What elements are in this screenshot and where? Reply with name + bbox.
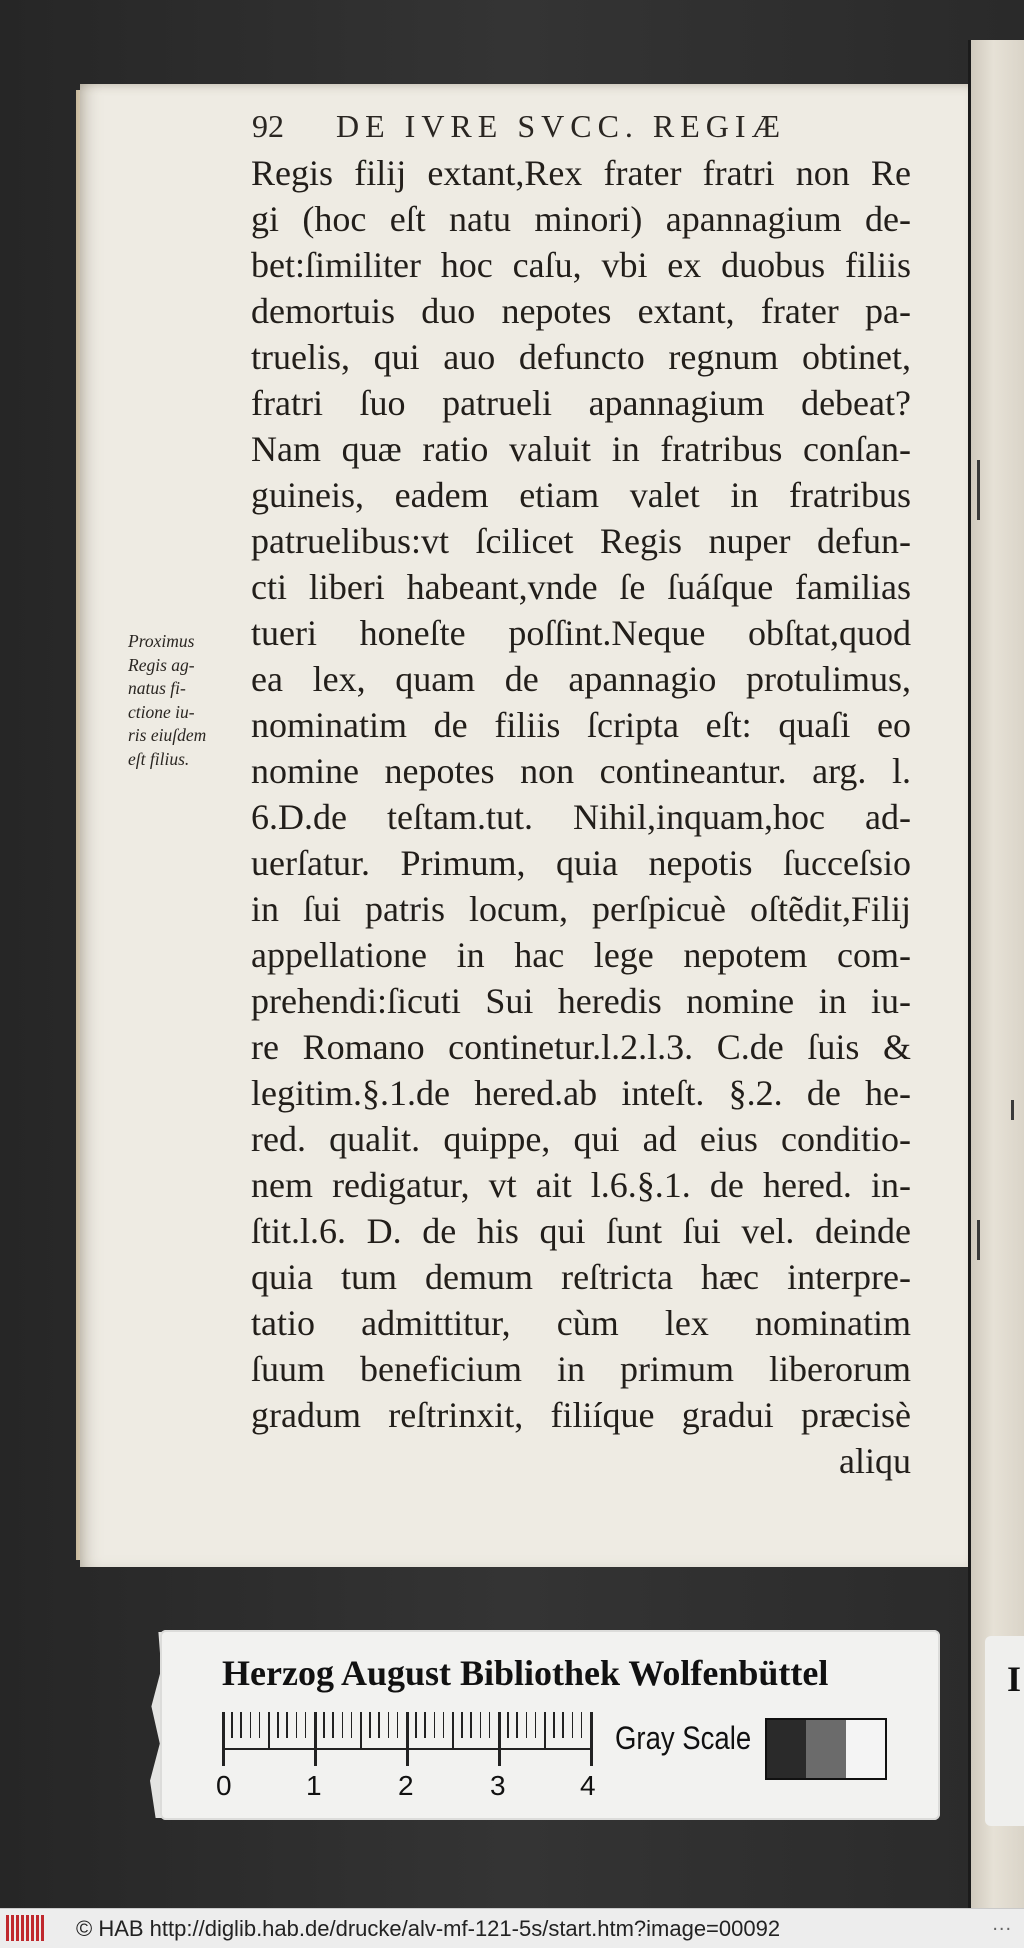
ruler-tick xyxy=(443,1712,445,1738)
body-text xyxy=(251,150,911,1484)
gray-scale-swatches xyxy=(765,1718,887,1780)
ruler-tick xyxy=(305,1712,307,1738)
text-line: uerſatur. Primum, quia nepotis ſucceſsio xyxy=(251,843,911,883)
text-line: ſuum beneficium in primum liberorum xyxy=(251,1349,911,1389)
text-line: gi (hoc eſt natu minori) apannagium de- xyxy=(251,199,911,239)
ruler-number: 2 xyxy=(398,1770,414,1801)
ruler-tick xyxy=(480,1712,482,1738)
adjacent-scale-card xyxy=(985,1636,1024,1826)
text-line: fratri ſuo patrueli apannagium debeat? xyxy=(251,383,911,423)
ruler-tick xyxy=(590,1712,593,1766)
ruler-number: 0 xyxy=(216,1770,232,1801)
ruler-tick xyxy=(397,1712,399,1738)
text-line: patruelibus:vt ſcilicet Regis nuper defun- xyxy=(251,521,911,561)
ruler-tick xyxy=(562,1712,564,1738)
ruler-tick xyxy=(231,1712,233,1738)
ruler-tick xyxy=(222,1712,225,1766)
text-line: guineis, eadem etiam valet in fratribus xyxy=(251,475,911,515)
ruler-number: 3 xyxy=(490,1770,506,1801)
ruler-tick xyxy=(406,1712,409,1766)
gray-swatch xyxy=(767,1720,806,1778)
text-line: nominatim de filiis ſcripta eſt: quaſi eo xyxy=(251,705,911,745)
text-line: gradum reſtrinxit, filiíque gradui præcisè xyxy=(251,1395,911,1435)
ruler-tick xyxy=(452,1712,454,1750)
ruler-tick xyxy=(434,1712,436,1738)
gray-swatch xyxy=(806,1720,845,1778)
ruler-tick xyxy=(498,1712,501,1766)
ruler-tick xyxy=(342,1712,344,1738)
marginal-note-line: ris eiuſdem xyxy=(128,725,207,745)
ruler-tick xyxy=(240,1712,242,1738)
ruler-tick xyxy=(369,1712,371,1738)
ruler-tick xyxy=(544,1712,546,1750)
ruler-tick xyxy=(388,1712,390,1738)
text-line: re Romano continetur.l.2.l.3. C.de ſuis & xyxy=(251,1027,911,1067)
text-line: tatio admittitur, cùm lex nominatim xyxy=(251,1303,911,1343)
ruler-tick xyxy=(286,1712,288,1738)
ruler-number: 1 xyxy=(306,1770,322,1801)
text-line: Regis filij extant,Rex frater fratri non Re xyxy=(251,153,911,193)
marginal-note-line: Regis ag- xyxy=(128,654,195,675)
ruler-tick xyxy=(250,1712,252,1738)
text-line: truelis, qui auo defuncto regnum obtinet, xyxy=(251,337,911,377)
gray-scale-label: Gray Scale xyxy=(615,1720,752,1756)
ruler-tick xyxy=(572,1712,574,1738)
ruler-tick xyxy=(332,1712,334,1738)
text-line: ſtit.l.6. D. de his qui ſunt ſui vel. deinde xyxy=(251,1211,911,1251)
ruler-tick xyxy=(470,1712,472,1738)
marginal-note xyxy=(128,630,246,771)
viewer-footer xyxy=(0,1908,1024,1948)
text-line: ea lex, quam de apannagio protulimus, xyxy=(251,659,911,699)
adjacent-card-letter: I xyxy=(1007,1659,1022,1699)
text-line: prehendi:ſicuti Sui heredis nomine in iu- xyxy=(251,981,911,1021)
ruler-tick xyxy=(360,1712,362,1750)
text-line: in ſui patris locum, perſpicuè oſtẽdit,Filij xyxy=(251,889,911,929)
scale-card xyxy=(160,1630,940,1820)
catchword: aliqu xyxy=(839,1441,911,1481)
source-url[interactable]: © HAB http://diglib.hab.de/drucke/alv-mf-121-5s/start.htm?image=00092 xyxy=(76,1916,781,1941)
text-line: red. qualit. quippe, qui ad eius conditio- xyxy=(251,1119,911,1159)
ruler-tick xyxy=(314,1712,317,1766)
text-line: Nam quæ ratio valuit in fratribus conſan- xyxy=(251,429,911,469)
running-header xyxy=(252,108,902,152)
running-title: DE IVRE SVCC. REGIÆ xyxy=(336,108,787,144)
ruler-tick xyxy=(268,1712,270,1750)
marginal-note-line: natus fi- xyxy=(128,678,186,698)
ruler xyxy=(222,1712,602,1770)
ruler-tick xyxy=(516,1712,518,1738)
hab-logo-icon xyxy=(6,1915,46,1941)
text-line: tueri honeſte poſſint.Neque obſtat,quod xyxy=(251,613,911,653)
text-line: nem redigatur, vt ait l.6.§.1. de hered. in- xyxy=(251,1165,911,1205)
ruler-tick xyxy=(526,1712,528,1738)
library-title: Herzog August Bibliothek Wolfenbüttel xyxy=(222,1653,829,1693)
marginal-note-line: ctione iu- xyxy=(128,701,195,722)
text-line: quia tum demum reſtricta hæc interpre- xyxy=(251,1257,911,1297)
marginal-note-line: Proximus xyxy=(128,631,195,651)
ruler-tick xyxy=(553,1712,555,1738)
text-line: appellatione in hac lege nepotem com- xyxy=(251,935,911,975)
marginal-note-line: eſt filius. xyxy=(128,748,190,769)
ruler-tick xyxy=(323,1712,325,1738)
ruler-tick xyxy=(296,1712,298,1738)
ruler-tick xyxy=(489,1712,491,1738)
gray-swatch xyxy=(846,1720,885,1778)
ruler-tick xyxy=(259,1712,261,1738)
ruler-tick xyxy=(461,1712,463,1738)
text-line: bet:ſimiliter hoc caſu, vbi ex duobus filiis xyxy=(251,245,911,285)
text-line: legitim.§.1.de hered.ab inteſt. §.2. de he- xyxy=(251,1073,911,1113)
more-menu-icon[interactable]: ... xyxy=(992,1913,1012,1935)
ruler-number: 4 xyxy=(580,1770,596,1801)
ruler-tick xyxy=(415,1712,417,1738)
ruler-tick xyxy=(507,1712,509,1738)
ruler-tick xyxy=(277,1712,279,1738)
ruler-tick xyxy=(535,1712,537,1738)
ruler-tick xyxy=(378,1712,380,1738)
ruler-tick xyxy=(424,1712,426,1738)
ruler-tick xyxy=(351,1712,353,1738)
text-line: demortuis duo nepotes extant, frater pa- xyxy=(251,291,911,331)
ruler-tick xyxy=(581,1712,583,1738)
text-line: cti liberi habeant,vnde ſe ſuáſque familias xyxy=(251,567,911,607)
page-number: 92 xyxy=(252,108,284,144)
text-line: nomine nepotes non contineantur. arg. l. xyxy=(251,751,911,791)
text-line: 6.D.de teſtam.tut. Nihil,inquam,hoc ad- xyxy=(251,797,911,837)
